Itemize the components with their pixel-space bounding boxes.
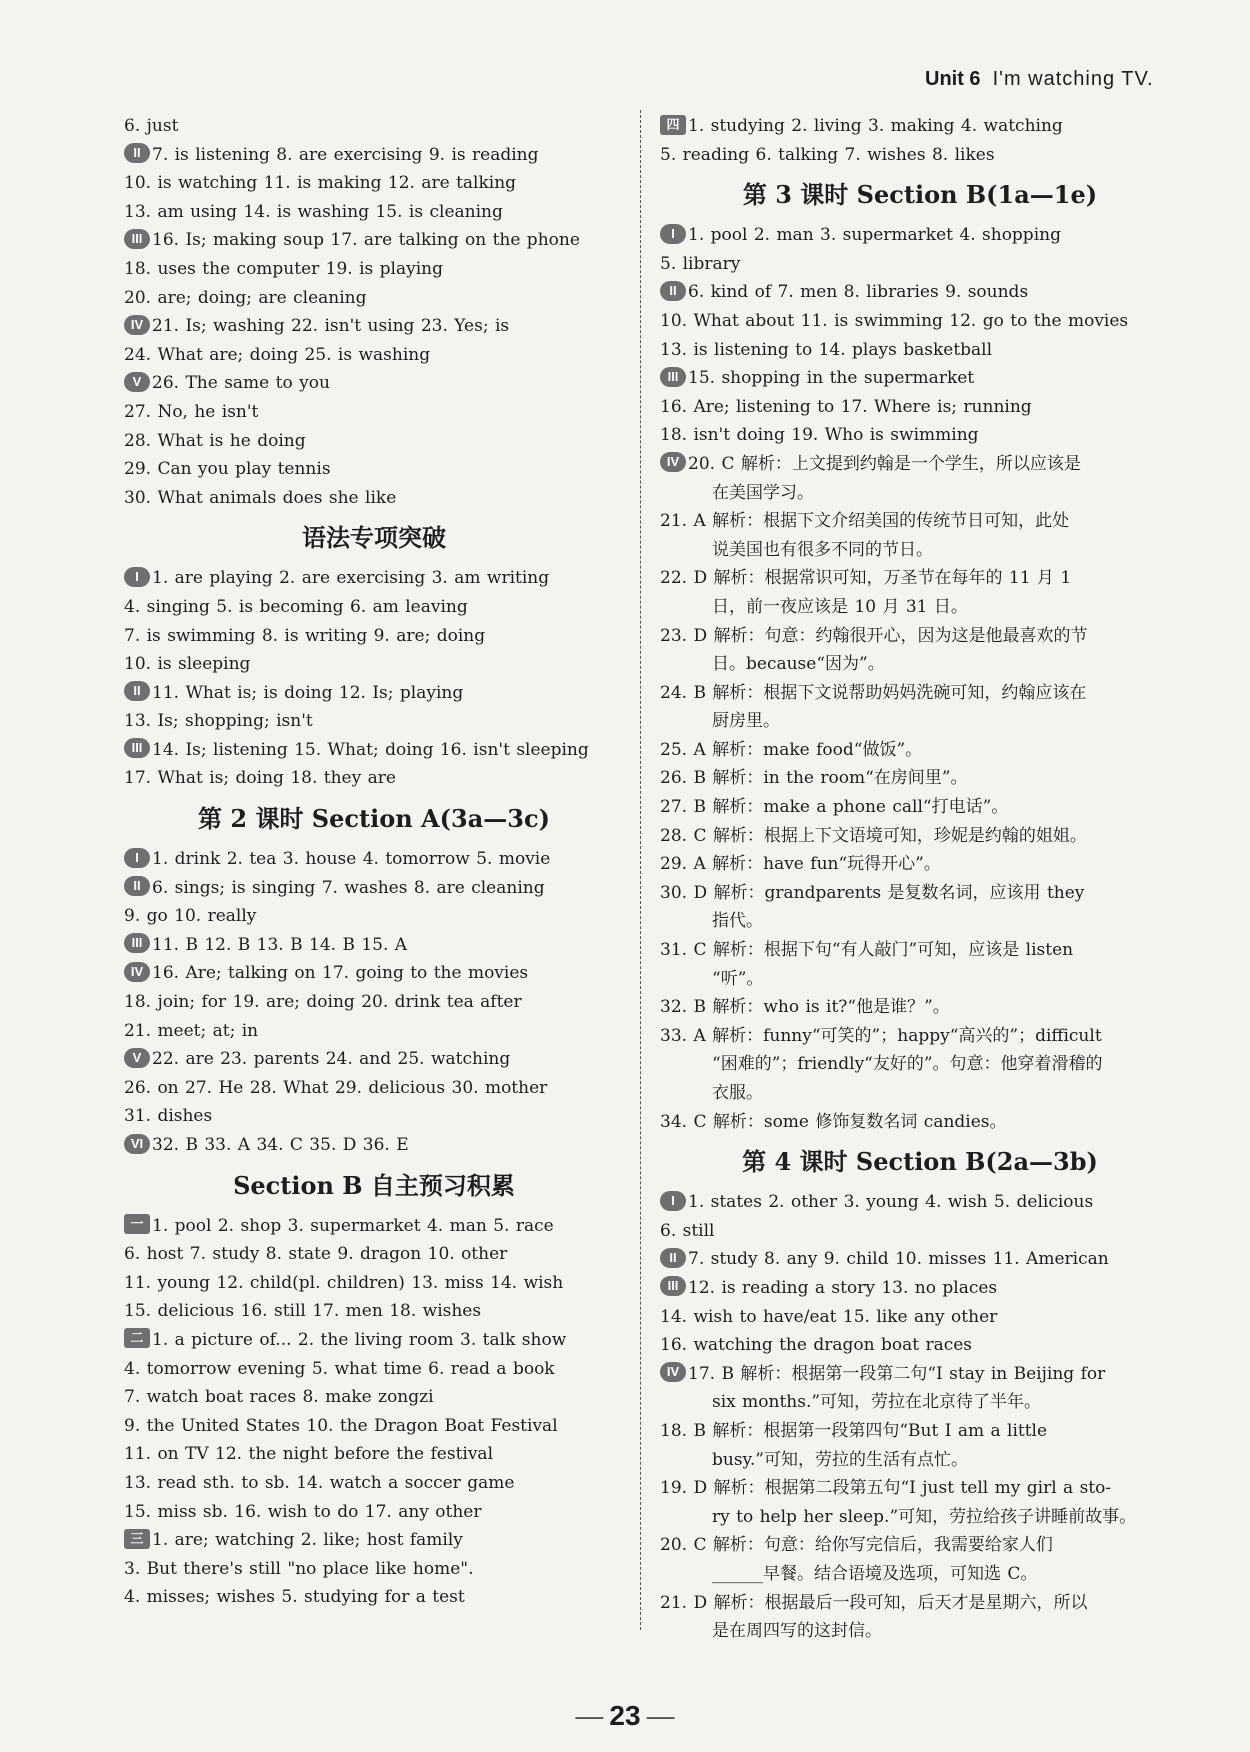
answer-line — [660, 965, 1180, 994]
answer-text: 4. tomorrow evening 5. what time 6. read a book — [124, 1358, 555, 1379]
answer-line — [124, 622, 624, 651]
answer-text: 日。because“因为”。 — [712, 654, 885, 675]
answer-line — [660, 1360, 1180, 1389]
answer-text: “困难的”；friendly“友好的”。句意：他穿着滑稽的 — [712, 1054, 1103, 1075]
answer-line — [660, 793, 1180, 822]
answer-text: 4. misses; wishes 5. studying for a test — [124, 1587, 465, 1608]
exercise-badge: III — [124, 738, 150, 758]
answer-text: 24. B 解析：根据下文说帮助妈妈洗碗可知，约翰应该在 — [660, 682, 1087, 703]
answer-line — [124, 736, 624, 765]
exercise-badge: V — [124, 372, 150, 392]
answer-line — [124, 874, 624, 903]
answer-line — [124, 988, 624, 1017]
exercise-badge: II — [124, 876, 150, 896]
answer-line — [124, 255, 624, 284]
answer-line — [124, 1131, 624, 1160]
exercise-badge: V — [124, 1048, 150, 1068]
answer-text: 12. is reading a story 13. no places — [688, 1277, 998, 1298]
exercise-badge: I — [124, 848, 150, 868]
answer-line — [660, 1050, 1180, 1079]
answer-line — [124, 1383, 624, 1412]
exercise-badge: II — [660, 281, 686, 301]
answer-text: busy.”可知，劳拉的生活有点忙。 — [712, 1449, 968, 1470]
exercise-badge: III — [124, 229, 150, 249]
answer-text: 15. shopping in the supermarket — [688, 368, 975, 389]
answer-text: 31. C 解析：根据下句“有人敲门”可知，应该是 listen — [660, 940, 1074, 961]
exercise-badge: II — [660, 1248, 686, 1268]
answer-text: 19. D 解析：根据第二段第五句“I just tell my girl a sto- — [660, 1478, 1112, 1499]
answer-text: 26. on 27. He 28. What 29. delicious 30. mother — [124, 1077, 548, 1098]
answer-text: “听”。 — [712, 968, 764, 989]
answer-line — [660, 850, 1180, 879]
answer-text: 27. No, he isn't — [124, 401, 259, 422]
answer-text: 7. is listening 8. are exercising 9. is reading — [152, 144, 539, 165]
answer-text: 13. Is; shopping; isn't — [124, 711, 313, 732]
exercise-badge: IV — [660, 1362, 686, 1382]
answer-line — [124, 1212, 624, 1241]
answer-text: 16. watching the dragon boat races — [660, 1335, 973, 1356]
exercise-badge: 三 — [124, 1529, 150, 1549]
answer-line — [124, 931, 624, 960]
section-heading: 第 2 课时 Section A(3a—3c) — [198, 804, 550, 834]
answer-text: 11. What is; is doing 12. Is; playing — [152, 682, 464, 703]
answer-line — [660, 221, 1180, 250]
answer-text: 1. a picture of... 2. the living room 3. talk show — [152, 1329, 567, 1350]
answer-text: 1. pool 2. shop 3. supermarket 4. man 5. race — [152, 1215, 554, 1236]
answer-line — [124, 1355, 624, 1384]
answer-line — [124, 1440, 624, 1469]
exercise-badge: IV — [124, 315, 150, 335]
answer-text: 11. on TV 12. the night before the festival — [124, 1444, 494, 1465]
answer-text: 32. B 解析：who is it?“他是谁？”。 — [660, 997, 950, 1018]
answer-text: 5. reading 6. talking 7. wishes 8. likes — [660, 144, 995, 165]
answer-text: 21. A 解析：根据下文介绍美国的传统节日可知，此处 — [660, 511, 1070, 532]
answer-line — [660, 141, 1180, 170]
answer-text: 30. D 解析：grandparents 是复数名词，应该用 they — [660, 882, 1085, 903]
answer-line — [124, 169, 624, 198]
answer-text: 11. B 12. B 13. B 14. B 15. A — [152, 934, 408, 955]
answer-text: 1. are; watching 2. like; host family — [152, 1530, 463, 1551]
answer-line — [660, 650, 1180, 679]
answer-text: 18. uses the computer 19. is playing — [124, 258, 444, 279]
answer-text: 1. pool 2. man 3. supermarket 4. shopping — [688, 225, 1061, 246]
answer-text: 16. Are; talking on 17. going to the movies — [152, 963, 529, 984]
answer-line — [124, 312, 624, 341]
answer-line — [660, 1417, 1180, 1446]
answer-text: 13. read sth. to sb. 14. watch a soccer game — [124, 1472, 515, 1493]
answer-text: 1. states 2. other 3. young 4. wish 5. delicious — [688, 1192, 1094, 1213]
answer-line — [660, 707, 1180, 736]
answer-line — [124, 1555, 624, 1584]
answer-line — [660, 907, 1180, 936]
exercise-badge: 四 — [660, 115, 686, 135]
answer-line — [660, 622, 1180, 651]
answer-text: 是在周四写的这封信。 — [712, 1621, 882, 1642]
answer-text: 1. are playing 2. are exercising 3. am writing — [152, 568, 550, 589]
section-heading: 第 3 课时 Section B(1a—1e) — [742, 180, 1098, 210]
answer-text: ry to help her sleep.”可知，劳拉给孩子讲睡前故事。 — [712, 1506, 1137, 1527]
answer-text: 衣服。 — [712, 1083, 763, 1103]
answer-line — [124, 959, 624, 988]
answer-line — [660, 736, 1180, 765]
answer-line — [660, 1331, 1180, 1360]
answer-text: 6. host 7. study 8. state 9. dragon 10. other — [124, 1244, 508, 1265]
answer-text: 21. D 解析：根据最后一段可知，后天才是星期六，所以 — [660, 1592, 1088, 1613]
answer-line — [124, 1583, 624, 1612]
answer-text: 20. are; doing; are cleaning — [124, 287, 367, 308]
answer-line — [124, 679, 624, 708]
answer-text: 14. wish to have/eat 15. like any other — [660, 1306, 998, 1327]
answer-line — [124, 398, 624, 427]
answer-text: 13. is listening to 14. plays basketball — [660, 339, 993, 360]
answer-line — [660, 564, 1180, 593]
right-column — [660, 112, 1180, 1646]
answer-text: 22. D 解析：根据常识可知，万圣节在每年的 11 月 1 — [660, 568, 1072, 589]
answer-text: 15. miss sb. 16. wish to do 17. any other — [124, 1501, 482, 1522]
answer-line — [124, 198, 624, 227]
answer-line — [660, 1560, 1180, 1589]
answer-line — [124, 455, 624, 484]
exercise-badge: 一 — [124, 1214, 150, 1234]
answer-line — [660, 507, 1180, 536]
answer-text: 32. B 33. A 34. C 35. D 36. E — [152, 1135, 409, 1155]
column-divider — [640, 110, 641, 1630]
answer-text: 30. What animals does she like — [124, 487, 397, 508]
answer-line — [124, 1498, 624, 1527]
answer-line — [660, 278, 1180, 307]
answer-text: 7. is swimming 8. is writing 9. are; doing — [124, 625, 486, 646]
answer-text: 27. B 解析：make a phone call“打电话”。 — [660, 797, 1009, 818]
answer-line — [660, 822, 1180, 851]
answer-line — [124, 369, 624, 398]
answer-text: 1. drink 2. tea 3. house 4. tomorrow 5. movie — [152, 849, 551, 870]
answer-text: 6. still — [660, 1220, 715, 1241]
answer-text: 28. What is he doing — [124, 430, 306, 451]
answer-text: 6. sings; is singing 7. washes 8. are cleaning — [152, 877, 545, 898]
answer-line — [660, 364, 1180, 393]
answer-line — [124, 1045, 624, 1074]
answer-line — [660, 1503, 1180, 1532]
left-column — [124, 112, 624, 1612]
answer-text: 5. library — [660, 253, 741, 274]
answer-line — [660, 993, 1180, 1022]
answer-line — [660, 1589, 1180, 1618]
section-heading: Section B 自主预习积累 — [233, 1170, 515, 1200]
answer-text: 17. B 解析：根据第一段第二句“I stay in Beijing for — [688, 1363, 1106, 1384]
answer-text: 6. just — [124, 116, 179, 136]
unit-title: I'm watching TV. — [992, 68, 1154, 90]
answer-line — [124, 845, 624, 874]
answer-line — [660, 307, 1180, 336]
answer-text: 17. What is; doing 18. they are — [124, 768, 396, 789]
exercise-badge: 二 — [124, 1328, 150, 1348]
answer-line — [124, 341, 624, 370]
answer-text: 20. C 解析：句意：给你写完信后，我需要给家人们 — [660, 1535, 1053, 1556]
exercise-badge: I — [124, 567, 150, 587]
exercise-badge: III — [124, 933, 150, 953]
answer-text: 16. Are; listening to 17. Where is; running — [660, 396, 1032, 417]
answer-line — [124, 1017, 624, 1046]
answer-text: 20. C 解析：上文提到约翰是一个学生，所以应该是 — [688, 453, 1081, 474]
answer-text: 21. meet; at; in — [124, 1020, 259, 1041]
answer-text: 在美国学习。 — [712, 482, 814, 503]
answer-text: 18. join; for 19. are; doing 20. drink tea after — [124, 992, 522, 1013]
answer-text: 21. Is; washing 22. isn't using 23. Yes; is — [152, 316, 510, 337]
answer-text: 10. is sleeping — [124, 654, 251, 675]
answer-line — [124, 427, 624, 456]
answer-line — [124, 1469, 624, 1498]
answer-line — [660, 764, 1180, 793]
answer-text: 23. D 解析：句意：约翰很开心，因为这是他最喜欢的节 — [660, 625, 1088, 646]
answer-line — [660, 1388, 1180, 1417]
answer-line — [124, 141, 624, 170]
answer-line — [660, 679, 1180, 708]
answer-line — [124, 112, 624, 141]
answer-line — [660, 936, 1180, 965]
answer-text: 14. Is; listening 15. What; doing 16. isn't sleeping — [152, 739, 589, 760]
answer-text: 25. A 解析：make food“做饭”。 — [660, 739, 923, 760]
answer-line — [124, 1526, 624, 1555]
answer-text: 10. What about 11. is swimming 12. go to the movies — [660, 310, 1129, 331]
answer-text: 3. But there's still "no place like home". — [124, 1558, 474, 1579]
answer-line — [124, 1412, 624, 1441]
answer-line — [660, 336, 1180, 365]
answer-line — [660, 1245, 1180, 1274]
answer-text: 24. What are; doing 25. is washing — [124, 344, 431, 365]
answer-text: 15. delicious 16. still 17. men 18. wishes — [124, 1301, 482, 1322]
answer-text: 指代。 — [712, 911, 763, 932]
answer-line — [124, 1326, 624, 1355]
answer-text: 说美国也有很多不同的节日。 — [712, 539, 933, 560]
exercise-badge: IV — [660, 452, 686, 472]
answer-line — [124, 564, 624, 593]
answer-text: ______早餐。结合语境及选项，可知选 C。 — [712, 1563, 1038, 1584]
answer-line — [124, 284, 624, 313]
answer-line — [660, 1188, 1180, 1217]
answer-line — [660, 1274, 1180, 1303]
answer-line — [124, 593, 624, 622]
answer-line — [660, 593, 1180, 622]
answer-line — [660, 112, 1180, 141]
answer-line — [660, 1217, 1180, 1246]
answer-text: 31. dishes — [124, 1106, 213, 1127]
answer-line — [124, 707, 624, 736]
answer-text: 13. am using 14. is washing 15. is cleaning — [124, 201, 503, 222]
answer-text: 10. is watching 11. is making 12. are talking — [124, 173, 517, 194]
answer-text: 厨房里。 — [712, 711, 780, 732]
answer-line — [124, 902, 624, 931]
answer-text: 18. isn't doing 19. Who is swimming — [660, 425, 979, 446]
answer-text: 28. C 解析：根据上下文语境可知，珍妮是约翰的姐姐。 — [660, 825, 1087, 846]
answer-text: 4. singing 5. is becoming 6. am leaving — [124, 596, 468, 617]
answer-line — [124, 1297, 624, 1326]
answer-line — [660, 1531, 1180, 1560]
answer-text: 26. B 解析：in the room“在房间里”。 — [660, 768, 968, 789]
exercise-badge: IV — [124, 962, 150, 982]
answer-line — [660, 1303, 1180, 1332]
exercise-badge: II — [124, 681, 150, 701]
answer-line — [660, 1079, 1180, 1108]
answer-text: 11. young 12. child(pl. children) 13. miss 14. wish — [124, 1272, 564, 1293]
answer-line — [660, 879, 1180, 908]
answer-text: 29. Can you play tennis — [124, 459, 331, 480]
answer-line — [124, 484, 624, 513]
answer-line — [660, 1022, 1180, 1051]
exercise-badge: VI — [124, 1134, 150, 1154]
page-number: 23 — [609, 1700, 641, 1731]
answer-text: 6. kind of 7. men 8. libraries 9. sounds — [688, 282, 1029, 303]
answer-text: 22. are 23. parents 24. and 25. watching — [152, 1049, 511, 1070]
exercise-badge: III — [660, 1276, 686, 1296]
page-header — [925, 68, 1230, 91]
answer-line — [660, 250, 1180, 279]
answer-text: 9. the United States 10. the Dragon Boat Festival — [124, 1415, 558, 1436]
answer-text: 7. watch boat races 8. make zongzi — [124, 1387, 434, 1408]
answer-line — [124, 764, 624, 793]
answer-line — [124, 226, 624, 255]
answer-line — [124, 1102, 624, 1131]
answer-line — [124, 1269, 624, 1298]
answer-text: six months.”可知，劳拉在北京待了半年。 — [712, 1392, 1042, 1413]
page-footer: — 23 — — [575, 1700, 675, 1731]
answer-line — [660, 536, 1180, 565]
answer-line — [660, 479, 1180, 508]
exercise-badge: III — [660, 367, 686, 387]
answer-line — [124, 650, 624, 679]
answer-text: 18. B 解析：根据第一段第四句“But I am a little — [660, 1420, 1048, 1441]
answer-text: 16. Is; making soup 17. are talking on the phone — [152, 230, 580, 251]
answer-line — [660, 1474, 1180, 1503]
answer-text: 9. go 10. really — [124, 906, 257, 927]
section-heading: 语法专项突破 — [302, 523, 446, 553]
answer-text: 34. C 解析：some 修饰复数名词 candies。 — [660, 1111, 1007, 1132]
answer-line — [660, 1617, 1180, 1646]
exercise-badge: II — [124, 143, 150, 163]
exercise-badge: I — [660, 1191, 686, 1211]
answer-text: 29. A 解析：have fun“玩得开心”。 — [660, 854, 941, 875]
answer-line — [660, 450, 1180, 479]
answer-text: 7. study 8. any 9. child 10. misses 11. American — [688, 1249, 1109, 1270]
answer-text: 33. A 解析：funny“可笑的”；happy“高兴的”；difficult — [660, 1025, 1102, 1046]
answer-line — [660, 421, 1180, 450]
answer-line — [124, 1074, 624, 1103]
answer-text: 日，前一夜应该是 10 月 31 日。 — [712, 596, 968, 617]
answer-line — [660, 1446, 1180, 1475]
exercise-badge: I — [660, 224, 686, 244]
answer-line — [660, 393, 1180, 422]
answer-line — [660, 1108, 1180, 1137]
unit-label: Unit 6 — [925, 68, 981, 90]
section-heading: 第 4 课时 Section B(2a—3b) — [742, 1147, 1098, 1177]
answer-text: 1. studying 2. living 3. making 4. watching — [688, 116, 1063, 136]
answer-line — [124, 1240, 624, 1269]
answer-text: 26. The same to you — [152, 373, 330, 394]
